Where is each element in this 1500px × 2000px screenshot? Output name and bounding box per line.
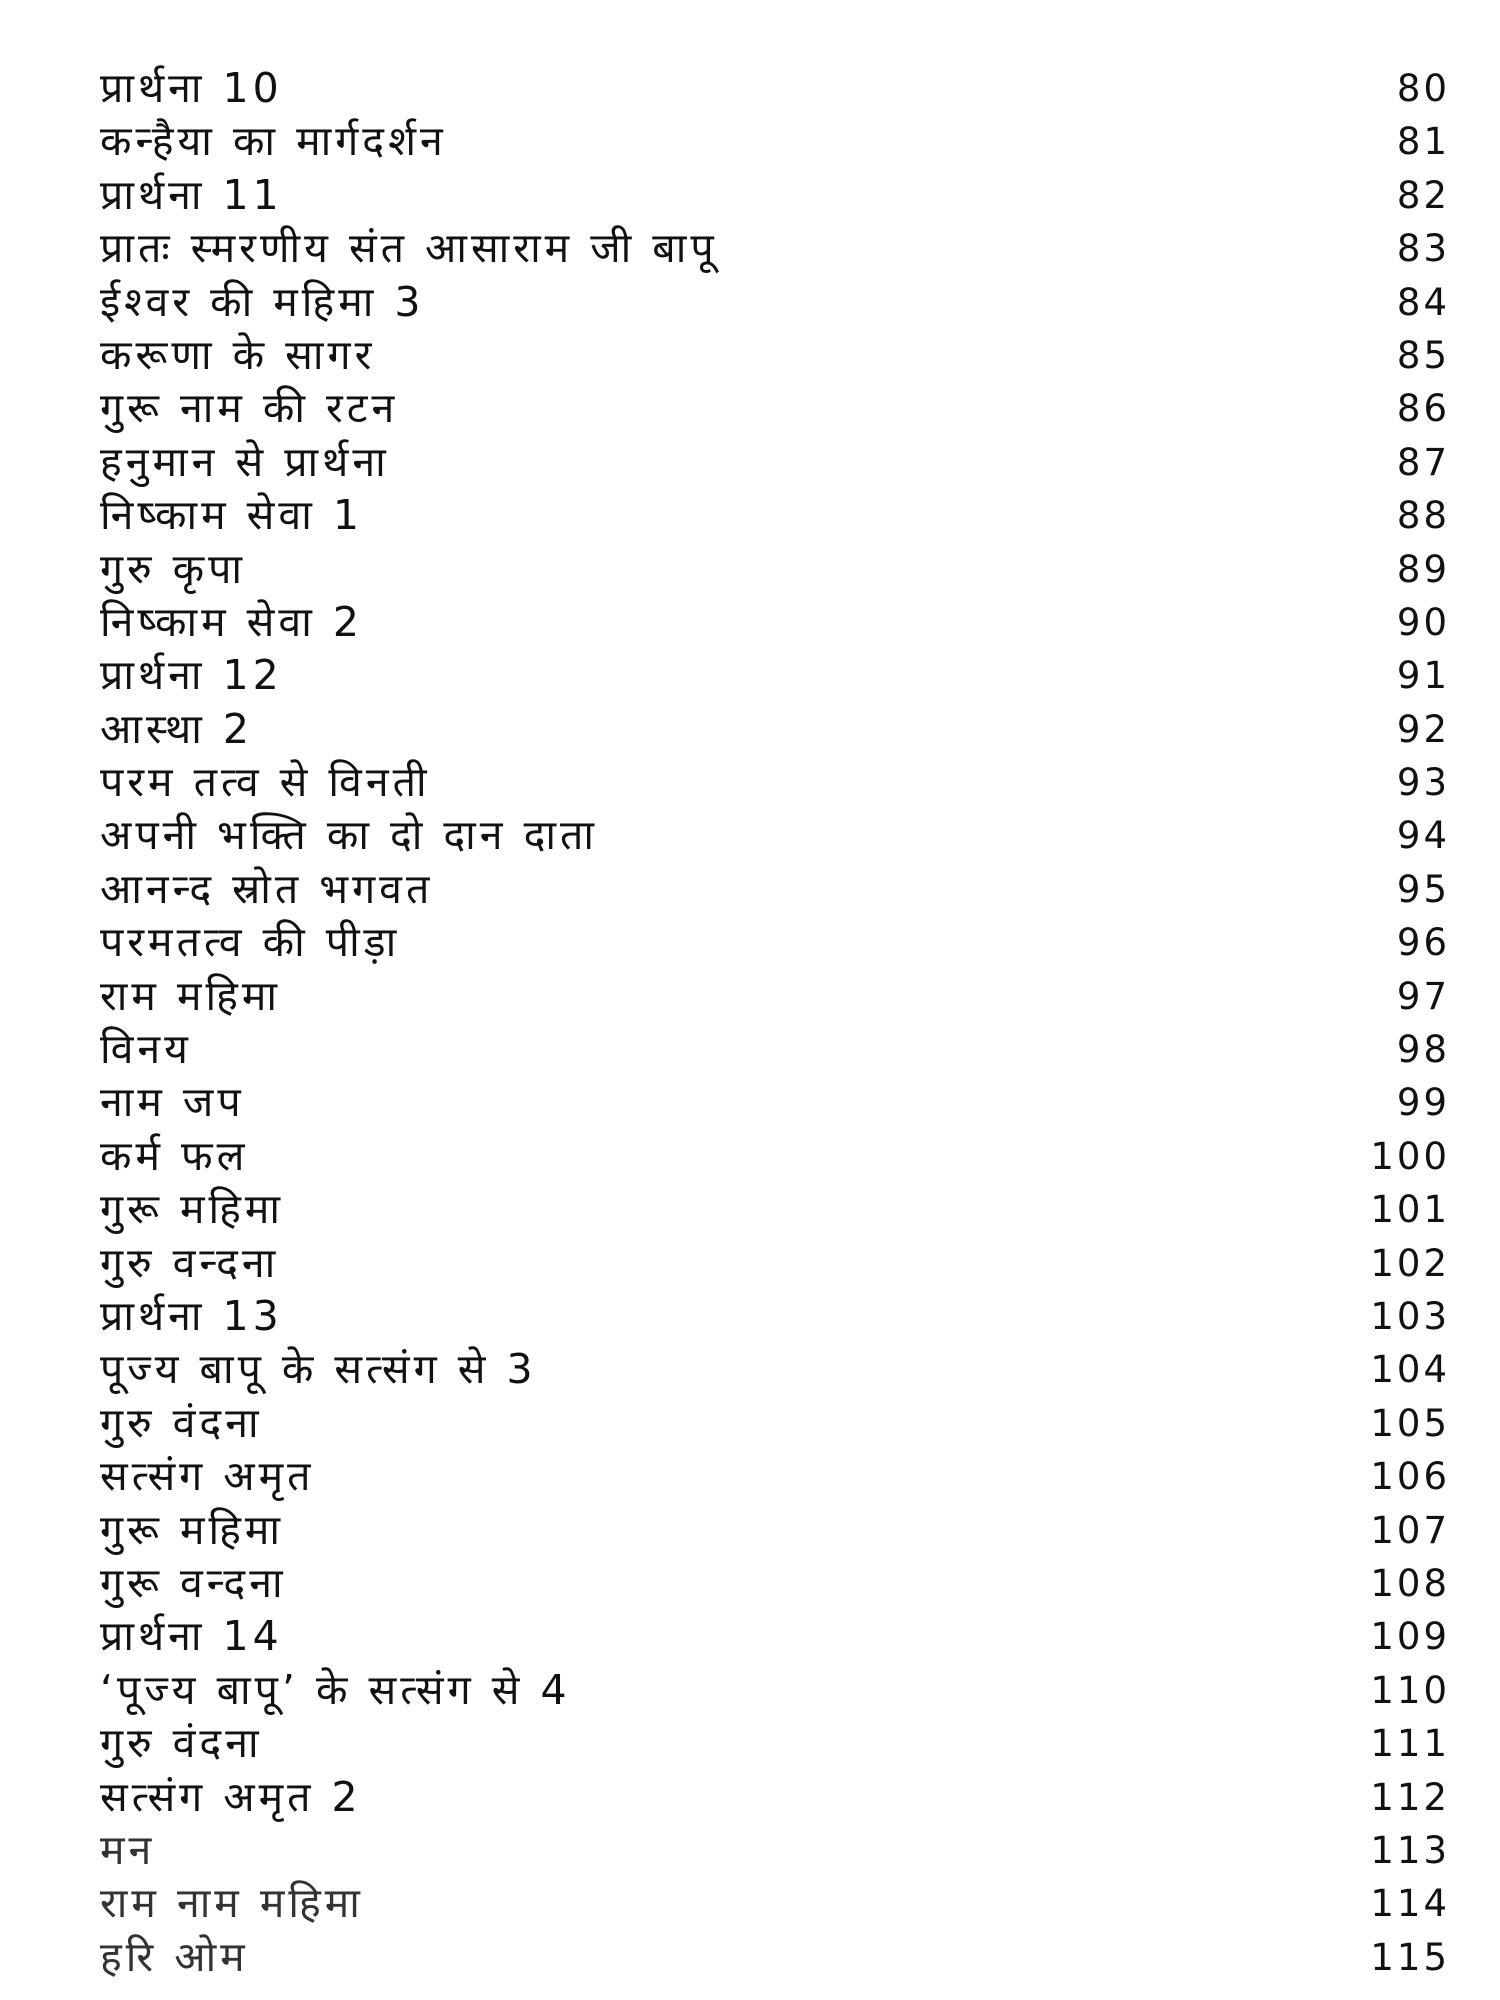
toc-entry-title: हनुमान से प्रार्थना <box>100 437 390 486</box>
toc-entry-page-number: 115 <box>1370 1935 1450 1979</box>
toc-entry <box>100 1664 1450 1717</box>
toc-entry-title: प्रातः स्मरणीय संत आसाराम जी बापू <box>100 224 718 273</box>
toc-entry-page-number: 84 <box>1396 280 1450 324</box>
toc-entry-title: कन्हैया का मार्गदर्शन <box>100 117 447 166</box>
toc-entry-page-number: 111 <box>1370 1722 1450 1766</box>
toc-entry <box>100 1130 1450 1183</box>
toc-entry-title: मन <box>100 1825 156 1874</box>
toc-entry-title: प्रार्थना 12 <box>100 651 283 700</box>
toc-entry-title: राम नाम महिमा <box>100 1879 364 1928</box>
toc-entry-title: विनय <box>100 1025 192 1074</box>
toc-entry <box>100 1076 1450 1129</box>
toc-entry-page-number: 107 <box>1370 1508 1450 1552</box>
toc-entry <box>100 382 1450 435</box>
toc-entry-title: करूणा के सागर <box>100 330 376 379</box>
toc-entry <box>100 649 1450 702</box>
toc-entry <box>100 916 1450 969</box>
toc-entry <box>100 329 1450 382</box>
toc-entry-page-number: 87 <box>1396 440 1450 484</box>
toc-entry-title: गुरु वंदना <box>100 1719 263 1768</box>
toc-entry-title: हरि ओम <box>100 1932 249 1981</box>
toc-entry <box>100 62 1450 115</box>
toc-entry <box>100 276 1450 329</box>
toc-entry-page-number: 83 <box>1396 227 1450 271</box>
toc-entry <box>100 1450 1450 1503</box>
toc-entry-title: अपनी भक्ति का दो दान दाता <box>100 811 598 860</box>
toc-entry <box>100 1397 1450 1450</box>
toc-entry <box>100 863 1450 916</box>
toc-entry-page-number: 98 <box>1396 1028 1450 1072</box>
toc-entry-page-number: 103 <box>1370 1294 1450 1338</box>
toc-entry-title: गुरु वन्दना <box>100 1238 280 1287</box>
toc-entry-page-number: 85 <box>1396 333 1450 377</box>
toc-entry <box>100 543 1450 596</box>
toc-entry-title: आस्था 2 <box>100 704 253 753</box>
toc-entry-page-number: 102 <box>1370 1241 1450 1285</box>
toc-entry-page-number: 105 <box>1370 1401 1450 1445</box>
toc-entry-page-number: 95 <box>1396 867 1450 911</box>
toc-entry-title: ईश्वर की महिमा 3 <box>100 277 425 326</box>
toc-entry <box>100 970 1450 1023</box>
toc-entry-page-number: 89 <box>1396 547 1450 591</box>
toc-entry-title: प्रार्थना 11 <box>100 170 283 219</box>
toc-entry <box>100 1557 1450 1610</box>
toc-entry-page-number: 96 <box>1396 921 1450 965</box>
toc-entry <box>100 1290 1450 1343</box>
toc-entry-page-number: 97 <box>1396 974 1450 1018</box>
toc-entry-page-number: 113 <box>1370 1828 1450 1872</box>
toc-entry <box>100 756 1450 809</box>
toc-entry-page-number: 91 <box>1396 654 1450 698</box>
toc-entry-title: गुरू महिमा <box>100 1505 285 1554</box>
toc-entry-title: निष्काम सेवा 2 <box>100 597 363 646</box>
toc-entry-title: प्रार्थना 13 <box>100 1291 283 1340</box>
toc-entry-page-number: 90 <box>1396 600 1450 644</box>
toc-entry-title: गुरू नाम की रटन <box>100 384 399 433</box>
toc-entry-title: राम महिमा <box>100 971 281 1020</box>
toc-entry <box>100 1877 1450 1930</box>
toc-entry-page-number: 101 <box>1370 1188 1450 1232</box>
toc-entry-title: सत्संग अमृत 2 <box>100 1772 362 1821</box>
toc-entry-title: परमतत्व की पीड़ा <box>100 918 401 967</box>
toc-entry-page-number: 106 <box>1370 1455 1450 1499</box>
toc-entry-page-number: 82 <box>1396 173 1450 217</box>
toc-entry <box>100 596 1450 649</box>
toc-entry-page-number: 80 <box>1396 67 1450 110</box>
toc-entry-page-number: 88 <box>1396 494 1450 538</box>
toc-entry-title: पूज्य बापू के सत्संग से 3 <box>100 1345 537 1394</box>
toc-entry <box>100 1717 1450 1770</box>
toc-entry-page-number: 81 <box>1396 120 1450 164</box>
toc-entry <box>100 809 1450 862</box>
toc-entry-title: परम तत्व से विनती <box>100 758 431 807</box>
toc-entry-page-number: 92 <box>1396 707 1450 751</box>
toc-entry-page-number: 104 <box>1370 1348 1450 1392</box>
toc-entry-page-number: 100 <box>1370 1134 1450 1178</box>
toc-entry <box>100 115 1450 168</box>
toc-entry-title: सत्संग अमृत <box>100 1452 315 1501</box>
toc-entry-title: नाम जप <box>100 1078 245 1127</box>
toc-entry-page-number: 99 <box>1396 1081 1450 1125</box>
toc-entry <box>100 1183 1450 1236</box>
toc-entry-title: कर्म फल <box>100 1131 249 1180</box>
toc-entry-title: गुरु वंदना <box>100 1398 263 1447</box>
toc-entry-title: ‘पूज्य बापू’ के सत्संग से 4 <box>100 1665 571 1714</box>
toc-entry-title: प्रार्थना 14 <box>100 1612 283 1661</box>
toc-entry <box>100 1237 1450 1290</box>
toc-entry-page-number: 112 <box>1370 1775 1450 1819</box>
toc-entry-title: गुरू महिमा <box>100 1185 285 1234</box>
toc-entry-page-number: 114 <box>1370 1882 1450 1926</box>
toc-entry <box>100 703 1450 756</box>
toc-entry-page-number: 94 <box>1396 814 1450 858</box>
toc-entry-title: आनन्द स्रोत भगवत <box>100 864 434 913</box>
table-of-contents <box>100 62 1450 1984</box>
toc-entry <box>100 222 1450 275</box>
toc-entry-title: गुरू वन्दना <box>100 1558 287 1607</box>
toc-entry-title: निष्काम सेवा 1 <box>100 491 363 540</box>
toc-entry-page-number: 93 <box>1396 761 1450 805</box>
toc-entry <box>100 436 1450 489</box>
toc-entry-page-number: 86 <box>1396 387 1450 431</box>
toc-entry-page-number: 109 <box>1370 1615 1450 1659</box>
toc-entry-title: प्रार्थना 10 <box>100 64 283 112</box>
toc-entry <box>100 1931 1450 1984</box>
toc-entry <box>100 1771 1450 1824</box>
toc-entry <box>100 1824 1450 1877</box>
toc-entry <box>100 1504 1450 1557</box>
toc-entry <box>100 1343 1450 1396</box>
toc-entry <box>100 1610 1450 1663</box>
toc-entry-page-number: 110 <box>1370 1668 1450 1712</box>
toc-entry-page-number: 108 <box>1370 1561 1450 1605</box>
toc-entry-title: गुरु कृपा <box>100 544 247 593</box>
toc-entry <box>100 1023 1450 1076</box>
toc-entry <box>100 489 1450 542</box>
toc-entry <box>100 169 1450 222</box>
